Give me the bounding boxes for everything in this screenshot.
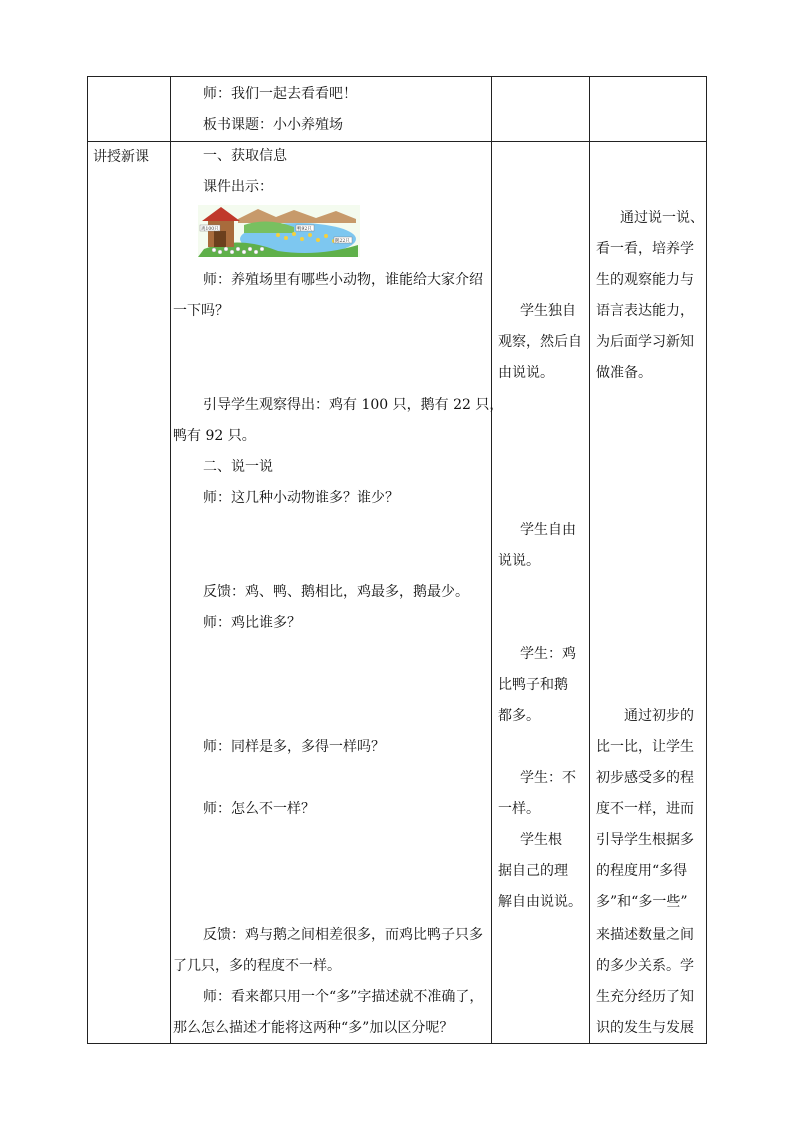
text-line: 师：养殖场里有哪些小动物，谁能给大家介绍 [203, 272, 483, 288]
text-line: 师：同样是多，多得一样吗？ [203, 739, 385, 755]
student-activity-line: 观察，然后自 [498, 334, 582, 350]
text-line: 一下吗？ [173, 303, 229, 319]
design-intent-line: 度不一样，进而 [596, 801, 694, 817]
student-activity-line: 一样。 [498, 801, 540, 817]
design-intent-line: 初步感受多的程 [596, 770, 694, 786]
text-line: 二、说一说 [203, 459, 273, 475]
design-intent-line: 通过初步的 [624, 708, 694, 724]
text-line: 师：鸡比谁多？ [203, 615, 301, 631]
duck-count-label: 鸭92只 [297, 227, 312, 232]
student-activity-line: 据自己的理 [498, 863, 568, 879]
design-intent-line: 来描述数量之间 [596, 927, 694, 943]
design-intent-line: 比一比，让学生 [596, 739, 694, 755]
column-divider-2 [491, 77, 492, 1043]
design-intent-line: 多”和“多一些” [596, 894, 688, 910]
student-activity-line: 比鸭子和鹅 [498, 677, 568, 693]
row-divider [88, 141, 706, 142]
design-intent-line: 的程度用“多得 [596, 863, 688, 879]
column-divider-3 [589, 77, 590, 1043]
design-intent-line: 做准备。 [596, 365, 652, 381]
goose-count-label: 鹅22只 [335, 239, 350, 244]
text-line: 师：看来都只用一个“多”字描述就不准确了， [203, 989, 484, 1005]
student-activity-line: 学生根 [520, 832, 562, 848]
student-activity-line: 学生自由 [520, 522, 576, 538]
student-activity-line: 都多。 [498, 708, 540, 724]
text-line: 反馈：鸡、鸭、鹅相比，鸡最多，鹅最少。 [203, 584, 469, 600]
student-activity-line: 学生：不 [520, 770, 576, 786]
design-intent-line: 生的观察能力与 [596, 272, 694, 288]
design-intent-line: 生充分经历了知 [596, 989, 694, 1005]
chicken-count-label: 鸡100只 [201, 227, 219, 232]
text-line: 一、获取信息 [203, 148, 287, 164]
column-divider-1 [170, 77, 171, 1043]
text-line: 师：我们一起去看看吧！ [203, 86, 357, 102]
design-intent-line: 语言表达能力， [596, 303, 694, 319]
student-activity-line: 由说说。 [498, 365, 554, 381]
student-activity-line: 学生：鸡 [520, 646, 576, 662]
text-line: 引导学生观察得出：鸡有 100 只，鹅有 22 只， [203, 397, 504, 413]
text-line: 师：这几种小动物谁多？谁少？ [203, 490, 399, 506]
design-intent-line: 识的发生与发展 [596, 1020, 694, 1036]
student-activity-line: 解自由说说。 [498, 894, 582, 910]
design-intent-line: 为后面学习新知 [596, 334, 694, 350]
text-line: 板书课题：小小养殖场 [203, 117, 343, 133]
design-intent-line: 的多少关系。学 [596, 958, 694, 974]
text-line: 那么怎么描述才能将这两种“多”加以区分呢？ [173, 1020, 454, 1036]
design-intent-line: 看一看，培养学 [596, 241, 694, 257]
design-intent-line: 通过说一说、 [620, 210, 704, 226]
student-activity-line: 学生独自 [520, 303, 576, 319]
text-line: 鸭有 92 只。 [173, 428, 256, 444]
design-intent-line: 引导学生根据多 [596, 832, 694, 848]
text-line: 课件出示： [203, 179, 273, 195]
farm-illustration [198, 205, 360, 257]
section-label: 讲授新课 [93, 149, 149, 165]
student-activity-line: 说说。 [498, 553, 540, 569]
text-line: 反馈：鸡与鹅之间相差很多，而鸡比鸭子只多 [203, 927, 483, 943]
text-line: 师：怎么不一样？ [203, 801, 315, 817]
text-line: 了几只，多的程度不一样。 [173, 958, 341, 974]
